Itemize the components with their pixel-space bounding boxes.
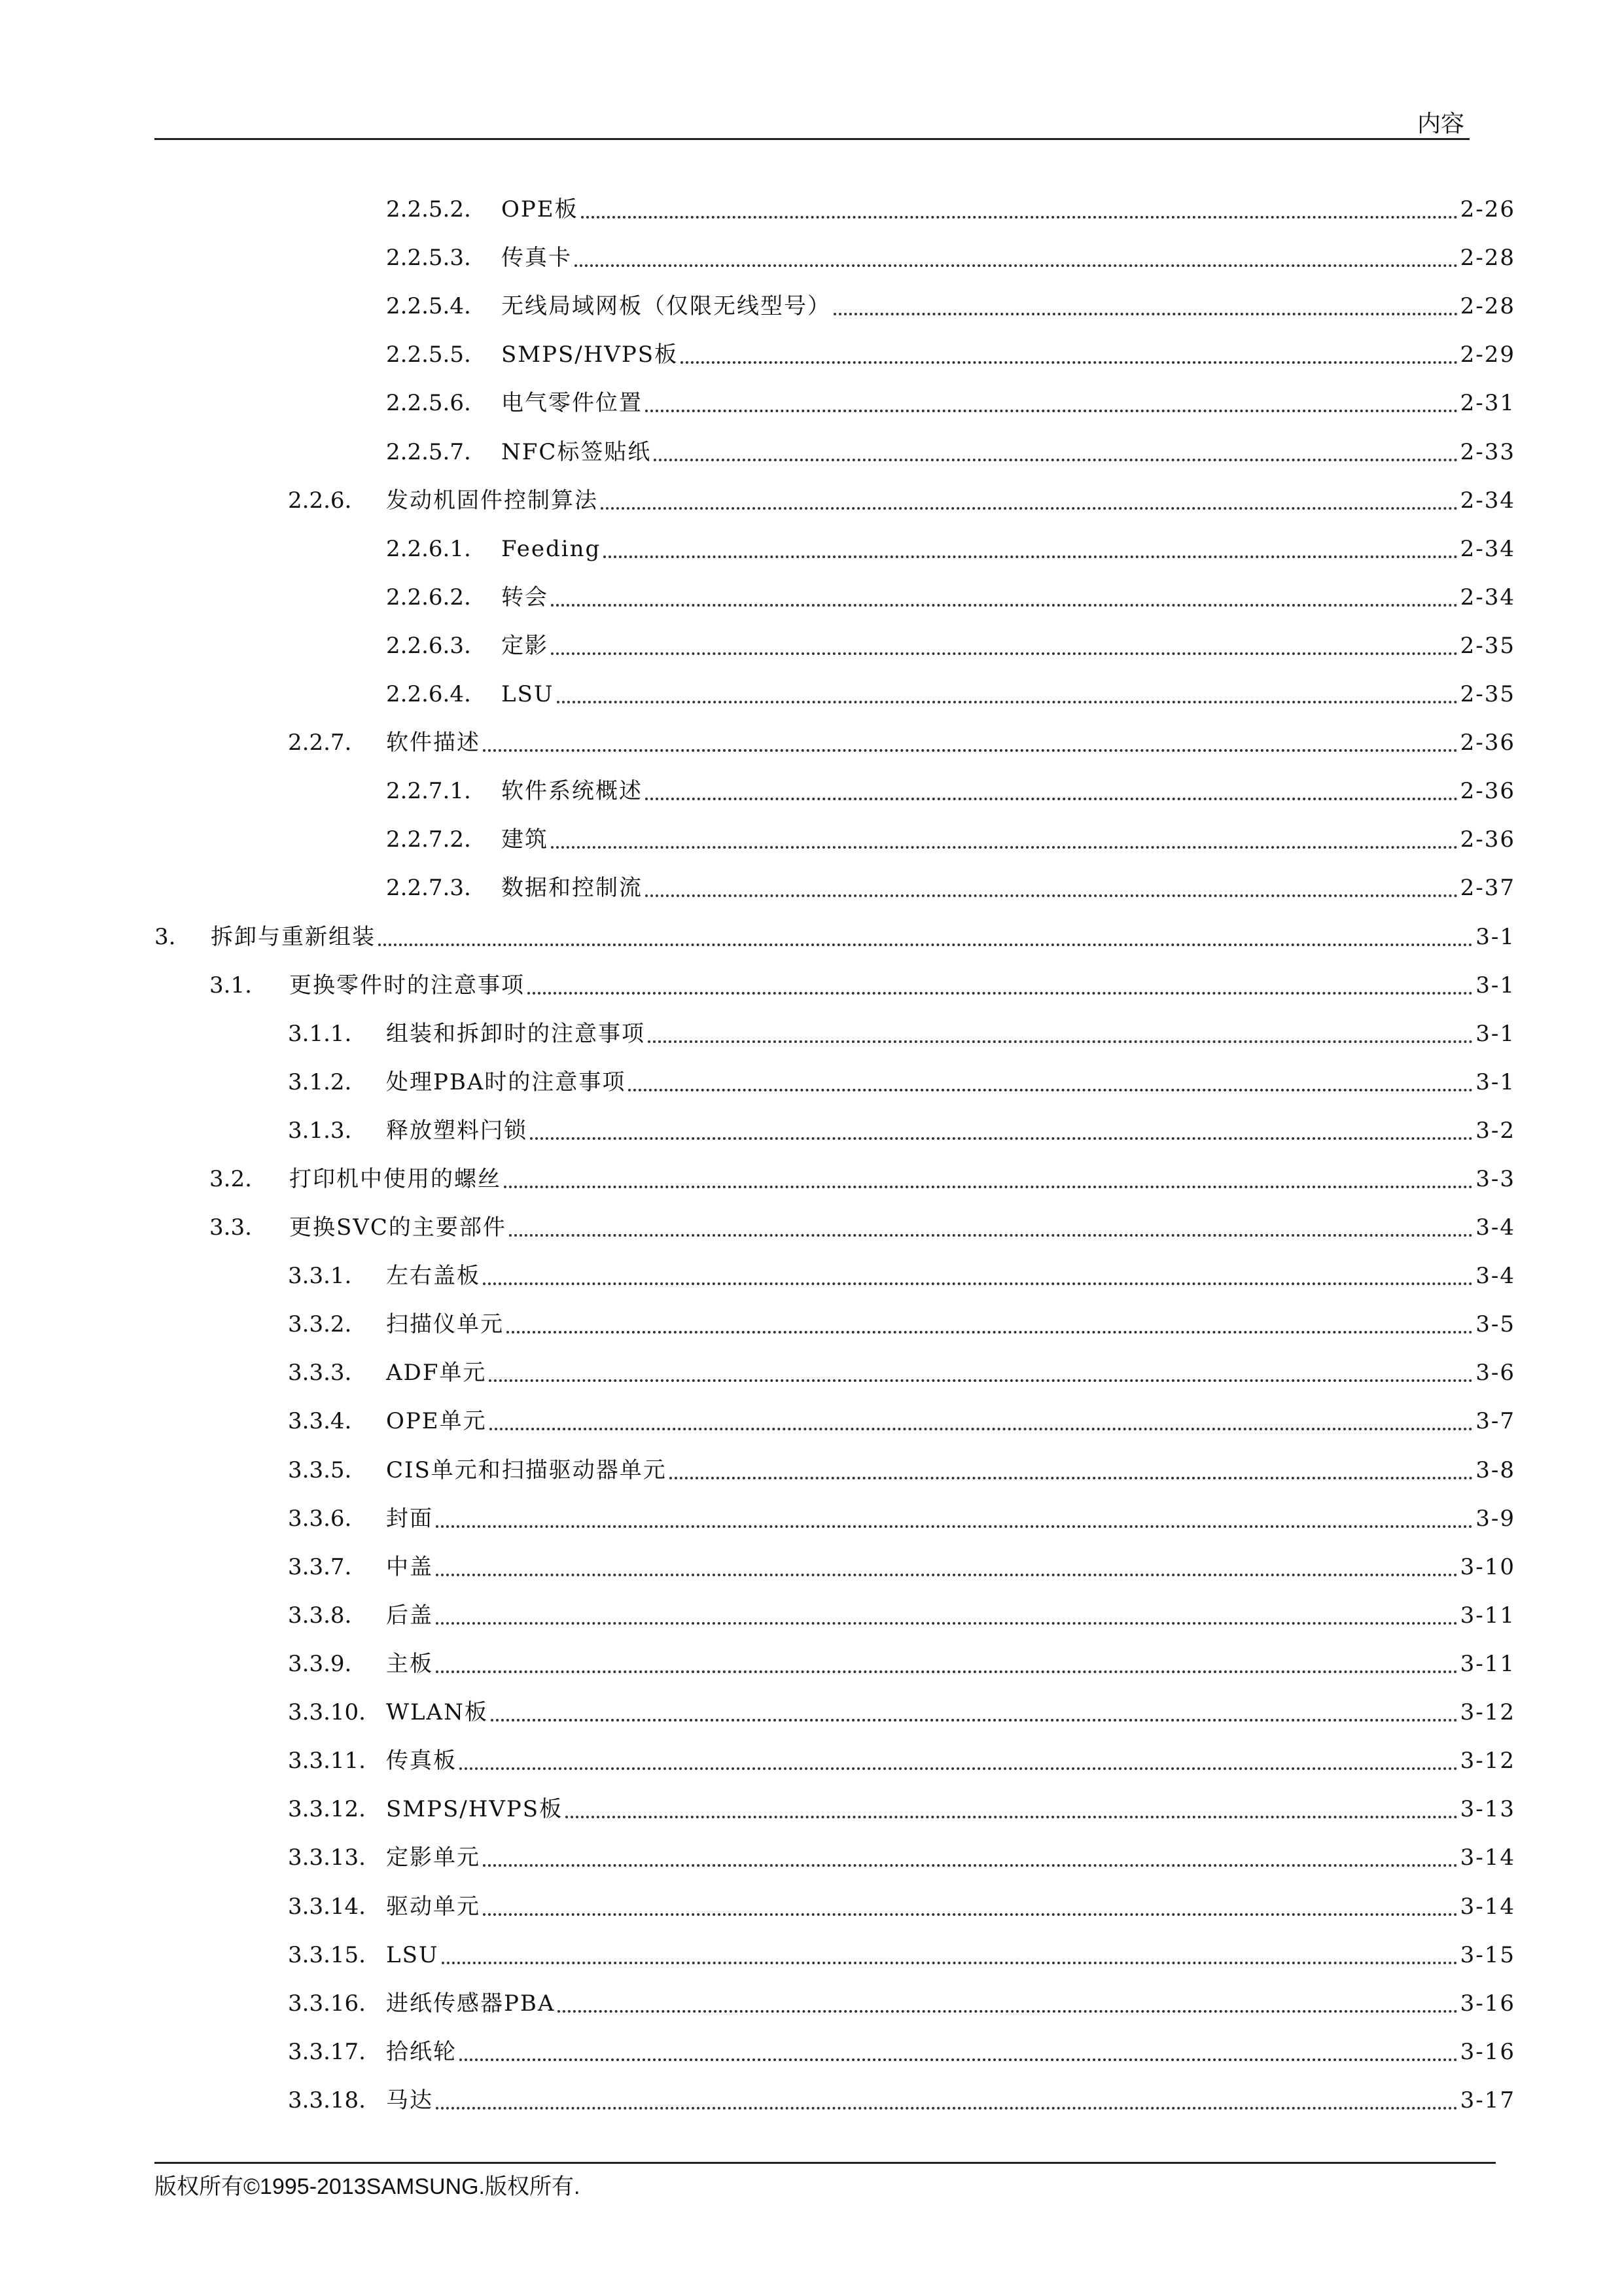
- toc-entry-number: 2.2.6.1.: [386, 536, 471, 562]
- toc-entry-title: 建筑: [501, 826, 548, 853]
- toc-dot-leader: [645, 798, 1458, 800]
- toc-entry-title: SMPS/HVPS板: [386, 1796, 563, 1822]
- toc-entry-title: 释放塑料闩锁: [386, 1118, 527, 1144]
- toc-entry-page: 3-16: [1460, 2039, 1515, 2065]
- toc-entry[interactable]: [288, 1984, 1515, 2023]
- toc-entry-title: 扫描仪单元: [386, 1311, 504, 1337]
- toc-entry[interactable]: [288, 481, 1515, 520]
- toc-entry-title: 更换零件时的注意事项: [289, 972, 525, 998]
- toc-entry-page: 3-5: [1475, 1311, 1515, 1337]
- toc-dot-leader: [557, 2010, 1457, 2013]
- toc-entry-title: WLAN板: [386, 1699, 488, 1725]
- toc-entry-page: 2-31: [1460, 390, 1515, 416]
- toc-entry-page: 2-33: [1460, 439, 1515, 465]
- toc-entry[interactable]: [386, 335, 1515, 374]
- toc-dot-leader: [645, 410, 1458, 412]
- toc-entry-title: 软件系统概述: [501, 778, 643, 804]
- footer-divider: [154, 2162, 1496, 2164]
- toc-entry-number: 3.3.10.: [288, 1699, 366, 1725]
- toc-entry-title: 数据和控制流: [501, 875, 643, 901]
- toc-entry-page: 3-10: [1460, 1554, 1515, 1580]
- toc-entry-number: 3.3.1.: [288, 1263, 352, 1289]
- toc-entry-title: 驱动单元: [386, 1894, 480, 1920]
- toc-entry-title: 打印机中使用的螺丝: [289, 1166, 501, 1192]
- toc-dot-leader: [680, 361, 1458, 364]
- toc-entry[interactable]: [288, 1063, 1515, 1102]
- toc-entry[interactable]: [288, 1014, 1515, 1053]
- toc-dot-leader: [628, 1089, 1473, 1091]
- toc-entry-page: 2-35: [1460, 681, 1515, 707]
- toc-entry-number: 3.3.6.: [288, 1506, 352, 1532]
- toc-entry-number: 3.3.16.: [288, 1990, 366, 2017]
- toc-entry-number: 2.2.5.7.: [386, 439, 471, 465]
- toc-entry[interactable]: [288, 1402, 1515, 1441]
- toc-entry-page: 2-26: [1460, 196, 1515, 222]
- toc-entry-page: 3-14: [1460, 1894, 1515, 1920]
- toc-entry-page: 2-28: [1460, 293, 1515, 319]
- toc-entry[interactable]: [386, 433, 1515, 472]
- toc-entry-title: LSU: [386, 1942, 439, 1968]
- toc-entry-title: 定影单元: [386, 1845, 480, 1871]
- toc-entry[interactable]: [386, 238, 1515, 277]
- toc-entry[interactable]: [386, 675, 1515, 714]
- toc-entry[interactable]: [209, 1159, 1515, 1199]
- toc-entry[interactable]: [386, 626, 1515, 665]
- toc-entry-number: 3.1.2.: [288, 1069, 352, 1095]
- toc-entry-number: 3.3.9.: [288, 1651, 352, 1677]
- toc-entry[interactable]: [288, 1838, 1515, 1877]
- toc-dot-leader: [527, 992, 1473, 995]
- toc-dot-leader: [483, 1864, 1458, 1867]
- toc-entry[interactable]: [288, 1256, 1515, 1296]
- toc-entry-title: 发动机固件控制算法: [386, 487, 598, 514]
- toc-entry-number: 3.3.4.: [288, 1408, 352, 1434]
- toc-entry-number: 3.3.3.: [288, 1360, 352, 1386]
- toc-entry-page: 3-9: [1475, 1506, 1515, 1532]
- toc-entry-number: 3.3.15.: [288, 1942, 366, 1968]
- toc-entry-number: 3.: [154, 924, 176, 950]
- toc-entry-title: NFC标签贴纸: [501, 439, 652, 465]
- toc-entry[interactable]: [386, 578, 1515, 617]
- toc-entry[interactable]: [154, 917, 1515, 957]
- toc-dot-leader: [648, 1040, 1473, 1043]
- toc-entry-number: 3.3.7.: [288, 1554, 352, 1580]
- toc-entry-page: 3-7: [1475, 1408, 1515, 1434]
- toc-entry-number: 2.2.7.: [288, 730, 352, 756]
- toc-dot-leader: [504, 1186, 1473, 1188]
- toc-dot-leader: [557, 701, 1458, 703]
- toc-entry-number: 3.3.18.: [288, 2087, 366, 2113]
- toc-entry-title: Feeding: [501, 536, 601, 562]
- toc-entry-page: 3-12: [1460, 1699, 1515, 1725]
- toc-entry-number: 2.2.5.3.: [386, 245, 471, 271]
- toc-entry[interactable]: [288, 1499, 1515, 1538]
- toc-dot-leader: [459, 1767, 1458, 1770]
- toc-entry-page: 2-34: [1460, 487, 1515, 514]
- toc-entry-title: 拾纸轮: [386, 2039, 457, 2065]
- toc-dot-leader: [669, 1477, 1473, 1479]
- toc-entry-number: 3.2.: [209, 1166, 252, 1192]
- toc-entry-number: 3.3.17.: [288, 2039, 366, 2065]
- toc-dot-leader: [436, 1670, 1458, 1673]
- toc-entry-number: 2.2.6.3.: [386, 633, 471, 659]
- toc-entry-title: 转会: [501, 584, 548, 610]
- toc-entry-page: 3-13: [1460, 1796, 1515, 1822]
- page-header-label: 内容: [1417, 111, 1464, 137]
- toc-entry[interactable]: [288, 723, 1515, 762]
- toc-entry[interactable]: [288, 1935, 1515, 1975]
- toc-entry-page: 3-4: [1475, 1214, 1515, 1241]
- toc-entry[interactable]: [288, 1790, 1515, 1829]
- toc-entry-page: 3-1: [1475, 1021, 1515, 1047]
- toc-entry-number: 3.3.11.: [288, 1748, 366, 1774]
- toc-dot-leader: [551, 846, 1458, 849]
- toc-dot-leader: [491, 1719, 1458, 1722]
- toc-entry-title: CIS单元和扫描驱动器单元: [386, 1457, 667, 1483]
- toc-entry-title: 传真板: [386, 1748, 457, 1774]
- toc-dot-leader: [483, 1913, 1458, 1916]
- toc-entry-title: 传真卡: [501, 245, 572, 271]
- toc-entry-page: 3-17: [1460, 2087, 1515, 2113]
- toc-entry-number: 3.1.: [209, 972, 252, 998]
- toc-entry-number: 2.2.5.6.: [386, 390, 471, 416]
- toc-entry[interactable]: [288, 1547, 1515, 1587]
- toc-entry-number: 2.2.6.: [288, 487, 352, 514]
- toc-entry-page: 3-2: [1475, 1118, 1515, 1144]
- toc-entry[interactable]: [386, 190, 1515, 229]
- toc-entry-title: 进纸传感器PBA: [386, 1990, 556, 2017]
- toc-entry[interactable]: [288, 1596, 1515, 1635]
- toc-entry-number: 2.2.5.2.: [386, 196, 471, 222]
- toc-dot-leader: [645, 894, 1458, 897]
- toc-entry[interactable]: [386, 287, 1515, 326]
- toc-dot-leader: [506, 1331, 1473, 1333]
- toc-entry[interactable]: [288, 1887, 1515, 1926]
- toc-entry-number: 2.2.6.4.: [386, 681, 471, 707]
- toc-entry[interactable]: [288, 1693, 1515, 1732]
- toc-entry[interactable]: [288, 1353, 1515, 1392]
- toc-entry-number: 3.3.5.: [288, 1457, 352, 1483]
- toc-entry-title: 处理PBA时的注意事项: [386, 1069, 626, 1095]
- toc-entry-page: 3-1: [1475, 972, 1515, 998]
- toc-dot-leader: [551, 652, 1458, 655]
- toc-entry-title: 封面: [386, 1506, 433, 1532]
- toc-dot-leader: [378, 944, 1473, 946]
- toc-entry-title: 组装和拆卸时的注意事项: [386, 1021, 645, 1047]
- toc-entry-page: 3-1: [1475, 1069, 1515, 1095]
- toc-entry[interactable]: [288, 1111, 1515, 1150]
- header-divider: [154, 138, 1470, 140]
- toc-entry-page: 2-28: [1460, 245, 1515, 271]
- toc-dot-leader: [574, 264, 1458, 267]
- toc-entry[interactable]: [288, 1741, 1515, 1780]
- toc-dot-leader: [459, 2058, 1458, 2061]
- toc-entry-page: 3-4: [1475, 1263, 1515, 1289]
- toc-entry-number: 3.1.1.: [288, 1021, 352, 1047]
- toc-entry-title: LSU: [501, 681, 554, 707]
- toc-entry-title: OPE单元: [386, 1408, 487, 1434]
- toc-entry-page: 3-1: [1475, 924, 1515, 950]
- toc-entry-title: 马达: [386, 2087, 433, 2113]
- toc-entry-number: 3.3.: [209, 1214, 252, 1241]
- toc-dot-leader: [834, 313, 1458, 315]
- toc-dot-leader: [581, 216, 1458, 219]
- toc-entry-page: 2-34: [1460, 584, 1515, 610]
- toc-entry-title: 后盖: [386, 1602, 433, 1629]
- toc-dot-leader: [442, 1962, 1458, 1964]
- toc-entry-title: 更换SVC的主要部件: [289, 1214, 506, 1241]
- toc-dot-leader: [483, 1282, 1473, 1285]
- toc-entry-number: 3.3.2.: [288, 1311, 352, 1337]
- toc-entry-number: 2.2.7.1.: [386, 778, 471, 804]
- toc-entry-page: 3-15: [1460, 1942, 1515, 1968]
- toc-entry-title: 定影: [501, 633, 548, 659]
- toc-dot-leader: [601, 507, 1458, 510]
- toc-entry[interactable]: [288, 1451, 1515, 1490]
- toc-dot-leader: [436, 1525, 1473, 1528]
- toc-entry-number: 2.2.7.2.: [386, 826, 471, 853]
- toc-entry-page: 2-35: [1460, 633, 1515, 659]
- toc-entry[interactable]: [386, 771, 1515, 811]
- toc-entry-page: 2-34: [1460, 536, 1515, 562]
- toc-dot-leader: [551, 604, 1458, 607]
- toc-entry[interactable]: [288, 2081, 1515, 2120]
- toc-entry-number: 3.1.3.: [288, 1118, 352, 1144]
- toc-dot-leader: [489, 1428, 1474, 1430]
- toc-entry-number: 3.3.12.: [288, 1796, 366, 1822]
- toc-entry-title: 电气零件位置: [501, 390, 643, 416]
- toc-entry-page: 3-3: [1475, 1166, 1515, 1192]
- toc-entry-page: 3-12: [1460, 1748, 1515, 1774]
- toc-entry-title: 主板: [386, 1651, 433, 1677]
- toc-dot-leader: [436, 1574, 1458, 1576]
- toc-entry[interactable]: [209, 1208, 1515, 1247]
- toc-entry[interactable]: [209, 966, 1515, 1005]
- toc-entry-page: 2-36: [1460, 826, 1515, 853]
- toc-entry-page: 2-29: [1460, 342, 1515, 368]
- toc-entry-number: 3.3.14.: [288, 1894, 366, 1920]
- toc-entry[interactable]: [288, 2032, 1515, 2072]
- toc-entry[interactable]: [288, 1644, 1515, 1684]
- toc-entry-page: 3-16: [1460, 1990, 1515, 2017]
- toc-entry-title: ADF单元: [386, 1360, 487, 1386]
- toc-dot-leader: [603, 556, 1457, 558]
- toc-entry-number: 3.3.13.: [288, 1845, 366, 1871]
- toc-entry[interactable]: [386, 820, 1515, 859]
- toc-entry-title: 中盖: [386, 1554, 433, 1580]
- toc-entry-title: SMPS/HVPS板: [501, 342, 679, 368]
- toc-entry-page: 3-14: [1460, 1845, 1515, 1871]
- toc-entry-number: 2.2.5.4.: [386, 293, 471, 319]
- toc-entry-page: 3-11: [1460, 1602, 1515, 1629]
- toc-dot-leader: [489, 1379, 1473, 1382]
- toc-entry[interactable]: [386, 868, 1515, 908]
- toc-entry-title: 软件描述: [386, 730, 480, 756]
- toc-dot-leader: [436, 2107, 1458, 2110]
- toc-entry-title: 无线局域网板（仅限无线型号）: [501, 293, 831, 319]
- toc-dot-leader: [436, 1622, 1458, 1625]
- toc-entry[interactable]: [288, 1305, 1515, 1344]
- toc-entry-number: 3.3.8.: [288, 1602, 352, 1629]
- toc-entry-title: OPE板: [501, 196, 578, 222]
- toc-entry[interactable]: [386, 529, 1515, 569]
- toc-entry-page: 2-36: [1460, 730, 1515, 756]
- toc-dot-leader: [509, 1234, 1473, 1237]
- toc-entry-title: 左右盖板: [386, 1263, 480, 1289]
- toc-entry-number: 2.2.7.3.: [386, 875, 471, 901]
- toc-entry-page: 2-37: [1460, 875, 1515, 901]
- toc-entry-page: 2-36: [1460, 778, 1515, 804]
- toc-entry-number: 2.2.6.2.: [386, 584, 471, 610]
- toc-dot-leader: [565, 1816, 1458, 1818]
- toc-entry-page: 3-11: [1460, 1651, 1515, 1677]
- toc-entry-page: 3-8: [1475, 1457, 1515, 1483]
- toc-dot-leader: [654, 459, 1457, 461]
- toc-dot-leader: [530, 1137, 1473, 1140]
- footer-copyright: 版权所有©1995-2013SAMSUNG.版权所有.: [154, 2174, 580, 2199]
- toc-dot-leader: [483, 749, 1458, 752]
- toc-entry-number: 2.2.5.5.: [386, 342, 471, 368]
- toc-entry-page: 3-6: [1475, 1360, 1515, 1386]
- toc-entry-title: 拆卸与重新组装: [211, 924, 376, 950]
- toc-entry[interactable]: [386, 383, 1515, 423]
